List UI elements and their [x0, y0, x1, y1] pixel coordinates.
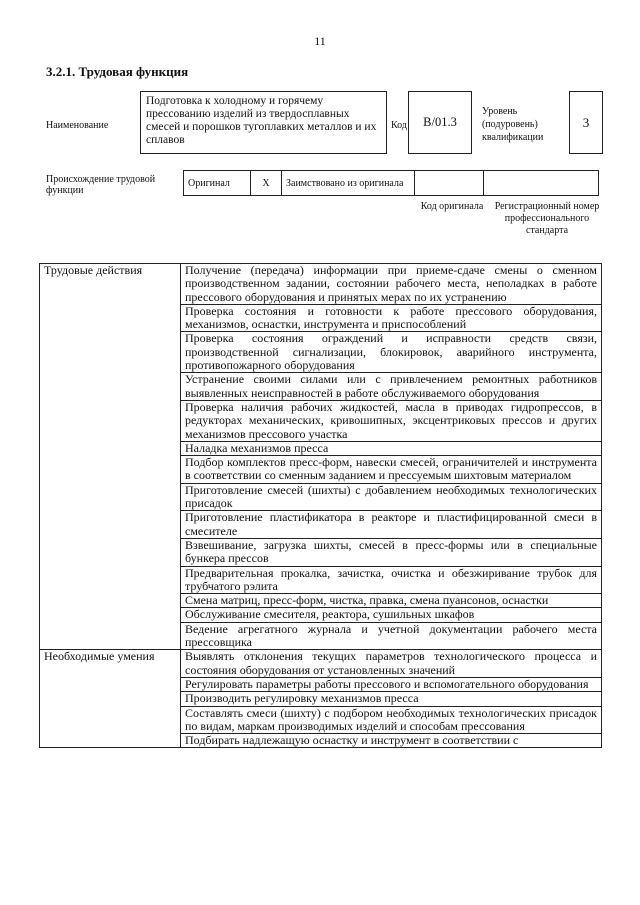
labor-action-item: Смена матриц, пресс-форм, чистка, правка, смена пуансонов, оснастки: [181, 594, 602, 608]
labor-action-item: Наладка механизмов пресса: [181, 441, 602, 455]
function-name-value: Подготовка к холодному и горячему прессованию изделий из твердосплавных смесей и порошков тугоплавких металлов и их сплавов: [140, 91, 387, 154]
labor-action-item: Получение (передача) информации при приеме-сдаче смены о сменном производственном задании, состоянии рабочего места, неполадках в работе прессового оборудования и принятых мерах по их устранению: [181, 264, 602, 305]
labor-action-item: Проверка состояния и готовности к работе прессового оборудования, механизмов, оснастки, инструмента и приспособлений: [181, 304, 602, 332]
page-number: 11: [314, 34, 326, 48]
code-original-cell: [415, 171, 484, 196]
labor-action-item: Проверка состояния ограждений и исправности средств связи, производственной сигнализации, блокировок, аварийного инструмента, противопожарного оборудования: [181, 332, 602, 373]
labor-action-item: Подбор комплектов пресс-форм, навески смесей, ограничителей и инструмента в соответствии со сменным заданием и прессуемым шихтовым материалом: [181, 456, 602, 484]
original-label: Оригинал: [184, 171, 251, 196]
required-skill-item: Составлять смеси (шихту) с подбором необходимых технологических присадок по видам, маркам производимых изделий и способам прессования: [181, 706, 602, 734]
function-details-table: [39, 263, 602, 748]
required-skill-item: Подбирать надлежащую оснастку и инструмент в соответствии с: [181, 734, 602, 748]
required-skill-item: Выявлять отклонения текущих параметров технологического процесса и состояния оборудования от установленных значений: [181, 650, 602, 678]
labor-action-item: Ведение агрегатного журнала и учетной документации рабочего места прессовщика: [181, 622, 602, 650]
origin-table: [183, 170, 599, 196]
borrowed-label: Заимствовано из оригинала: [282, 171, 415, 196]
section-title: 3.2.1. Трудовая функция: [46, 64, 189, 79]
required-skill-item: Регулировать параметры работы прессового и вспомогательного оборудования: [181, 677, 602, 691]
labor-action-item: Устранение своими силами или с привлечением ремонтных работников выявленных неисправностей в работе обслуживаемого оборудования: [181, 373, 602, 401]
labor-action-item: Приготовление пластификатора в реакторе и пластифицированной смеси в смесителе: [181, 511, 602, 539]
level-label: Уровень (подуровень) квалификации: [482, 106, 544, 143]
labor-actions-label: Трудовые действия: [40, 264, 181, 650]
qualification-level-value: 3: [569, 91, 603, 154]
name-label: Наименование: [46, 120, 109, 131]
labor-action-item: Предварительная прокалка, зачистка, очистка и обезжиривание трубок для трубчатого рэлита: [181, 566, 602, 594]
code-label: Код: [391, 120, 407, 131]
original-mark: X: [251, 171, 282, 196]
reg-number-cell: [484, 171, 599, 196]
required-skills-label: Необходимые умения: [40, 650, 181, 748]
labor-action-item: Приготовление смесей (шихты) с добавлением необходимых технологических присадок: [181, 483, 602, 511]
required-skill-item: Производить регулировку механизмов пресса: [181, 692, 602, 706]
labor-action-item: Проверка наличия рабочих жидкостей, масла в приводах гидропрессов, в редукторах механических, кривошипных, эксцентриковых прессов и других механизмов прессового участка: [181, 400, 602, 441]
reg-number-label: Регистрационный номер профессионального стандарта: [494, 201, 600, 236]
code-original-label: Код оригинала: [420, 201, 484, 212]
labor-action-item: Взвешивание, загрузка шихты, смесей в пресс-формы или в специальные бункера прессов: [181, 538, 602, 566]
function-code-value: B/01.3: [408, 91, 472, 154]
origin-label: Происхождение трудовой функции: [46, 174, 156, 196]
labor-action-item: Обслуживание смесителя, реактора, сушильных шкафов: [181, 608, 602, 622]
